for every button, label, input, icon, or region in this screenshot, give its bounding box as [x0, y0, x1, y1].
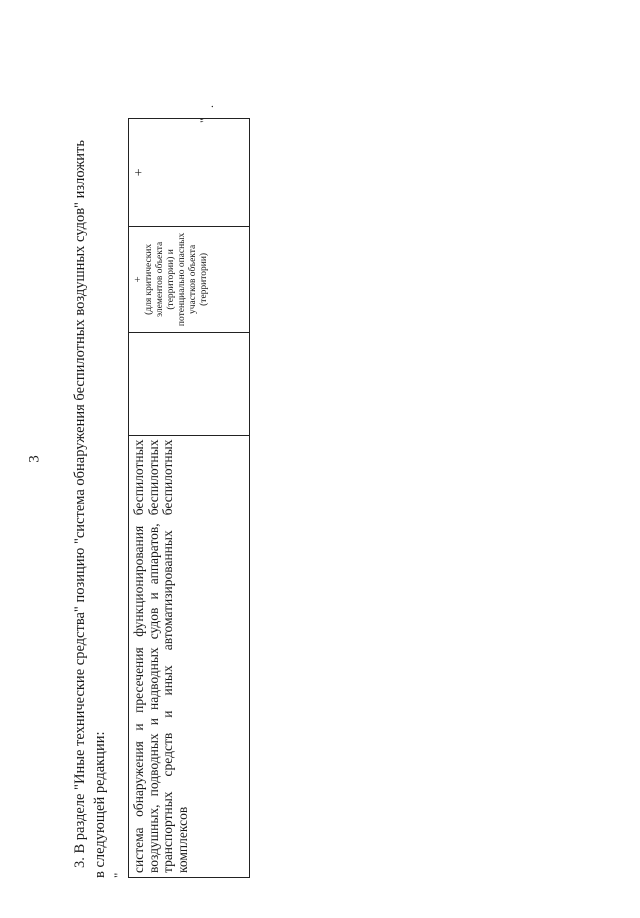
closing-quote: " — [197, 118, 211, 123]
amendment-block — [70, 58, 280, 878]
intro-line-2: в следующей редакции: — [92, 731, 108, 878]
empty-cell — [129, 332, 250, 435]
critical-elements-note: (для критических элементов объекта (территории) и потенциально опасных участков объекта (территории) — [144, 232, 209, 327]
table-row — [129, 119, 250, 878]
page-number: 3 — [26, 455, 43, 463]
intro-line-1: 3. В разделе "Иные технические средства" позицию "система обнаружения беспилотных воздушных судов" изложить — [72, 140, 88, 868]
amendment-table — [128, 118, 250, 878]
critical-elements-cell — [129, 226, 250, 332]
opening-quote: " — [111, 872, 126, 878]
plus-cell: + — [129, 119, 250, 227]
closing-period: . — [202, 105, 216, 108]
plus-mark: + — [132, 276, 144, 283]
amendment-intro — [70, 58, 126, 878]
position-description-cell: система обнаружения и пресечения функционирования беспилотных воздушных, подводных и надводных судов и аппаратов, беспилотных транспортных средств и иных автоматизированных беспилотных комплексов — [129, 435, 250, 877]
